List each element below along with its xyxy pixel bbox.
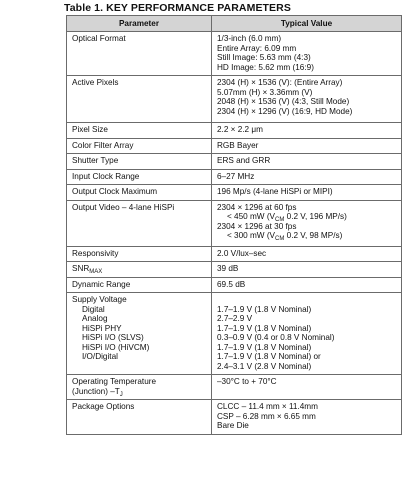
value-responsivity: 2.0 V/lux–sec bbox=[212, 246, 402, 262]
spacer bbox=[217, 295, 398, 305]
value-optical-format bbox=[212, 32, 402, 76]
param-output-clock: Output Clock Maximum bbox=[67, 185, 212, 201]
value-line: 0.3–0.9 V (0.4 or 0.8 V Nominal) bbox=[217, 333, 335, 342]
value-line: 2304 × 1296 at 30 fps bbox=[217, 221, 297, 231]
table-row bbox=[67, 375, 402, 400]
table-row bbox=[67, 277, 402, 293]
param-line: Supply Voltage bbox=[72, 295, 127, 304]
param-active-pixels: Active Pixels bbox=[67, 76, 212, 123]
value-line: 1.7–1.9 V (1.8 V Nominal) bbox=[217, 323, 312, 333]
param-line: Operating Temperature bbox=[72, 377, 157, 386]
table-row bbox=[67, 400, 402, 435]
supply-item: HiSPi I/O (SLVS) bbox=[82, 333, 144, 342]
value-line: 1/3-inch (6.0 mm) bbox=[217, 34, 282, 43]
table-row bbox=[67, 32, 402, 76]
value-line: 1.7–1.9 V (1.8 V Nominal) bbox=[217, 342, 312, 352]
value-line: < 450 mW ($V_{CM}$ 0.2 V, 196 MP/s) bbox=[227, 212, 347, 223]
value-line: 1.7–1.9 V (1.8 V Nominal) or bbox=[217, 352, 321, 361]
table-row bbox=[67, 76, 402, 123]
param-supply-voltage bbox=[67, 293, 212, 375]
value-dynamic-range: 69.5 dB bbox=[212, 277, 402, 293]
param-package-options: Package Options bbox=[67, 400, 212, 435]
value-line: Bare Die bbox=[217, 421, 249, 430]
value-pixel-size: 2.2 × 2.2 μm bbox=[212, 123, 402, 139]
table-header-row bbox=[67, 16, 402, 32]
value-package-options bbox=[212, 400, 402, 435]
param-snr-max: $SNR_{MAX}$ bbox=[67, 262, 212, 278]
value-line: 2.7–2.9 V bbox=[217, 314, 253, 323]
value-supply-voltage bbox=[212, 293, 402, 375]
value-line: Entire Array: 6.09 mm bbox=[217, 43, 297, 53]
table-row bbox=[67, 123, 402, 139]
value-line: 2304 × 1296 at 60 fps bbox=[217, 202, 297, 212]
value-line: CSP – 6.28 mm × 6.65 mm bbox=[217, 411, 316, 421]
value-line: 2048 (H) × 1536 (V) (4:3, Still Mode) bbox=[217, 97, 350, 106]
header-typical-value: Typical Value bbox=[212, 16, 402, 32]
table-row bbox=[67, 154, 402, 170]
value-input-clock: 6–27 MHz bbox=[212, 169, 402, 185]
param-color-filter: Color Filter Array bbox=[67, 138, 212, 154]
param-responsivity: Responsivity bbox=[67, 246, 212, 262]
key-performance-table bbox=[66, 15, 402, 435]
value-line: CLCC – 11.4 mm × 11.4mm bbox=[217, 402, 318, 411]
supply-item: HiSPi I/O (HiVCM) bbox=[82, 342, 150, 352]
value-line: 5.07mm (H) × 3.36mm (V) bbox=[217, 87, 313, 97]
value-line: Still Image: 5.63 mm (4:3) bbox=[217, 53, 311, 62]
param-output-video: Output Video – 4-lane HiSPi bbox=[67, 200, 212, 246]
param-operating-temperature bbox=[67, 375, 212, 400]
param-input-clock: Input Clock Range bbox=[67, 169, 212, 185]
table-row bbox=[67, 185, 402, 201]
param-dynamic-range: Dynamic Range bbox=[67, 277, 212, 293]
supply-item: Digital bbox=[82, 304, 105, 314]
header-parameter: Parameter bbox=[67, 16, 212, 32]
value-active-pixels bbox=[212, 76, 402, 123]
supply-item: HiSPi PHY bbox=[82, 323, 122, 333]
table-row bbox=[67, 200, 402, 246]
param-line: (Junction) $-T_J$ bbox=[72, 386, 123, 398]
value-line: < 300 mW ($V_{CM}$ 0.2 V, 98 MP/s) bbox=[227, 231, 343, 242]
table-row bbox=[67, 262, 402, 278]
value-snr-max: 39 dB bbox=[212, 262, 402, 278]
value-line: HD Image: 5.62 mm (16:9) bbox=[217, 62, 314, 72]
value-line: 2.4–3.1 V (2.8 V Nominal) bbox=[217, 361, 312, 371]
value-color-filter: RGB Bayer bbox=[212, 138, 402, 154]
table-row bbox=[67, 138, 402, 154]
table-row bbox=[67, 169, 402, 185]
param-pixel-size: Pixel Size bbox=[67, 123, 212, 139]
value-operating-temperature: –30°C to + 70°C bbox=[212, 375, 402, 400]
param-shutter-type: Shutter Type bbox=[67, 154, 212, 170]
value-line: 1.7–1.9 V (1.8 V Nominal) bbox=[217, 304, 312, 314]
value-output-clock: 196 Mp/s (4-lane HiSPi or MIPI) bbox=[212, 185, 402, 201]
supply-item: Analog bbox=[82, 314, 108, 323]
param-optical-format: Optical Format bbox=[67, 32, 212, 76]
value-output-video bbox=[212, 200, 402, 246]
value-shutter-type: ERS and GRR bbox=[212, 154, 402, 170]
table-row bbox=[67, 293, 402, 375]
value-line: 2304 (H) × 1536 (V): (Entire Array) bbox=[217, 78, 343, 87]
value-line: 2304 (H) × 1296 (V) (16:9, HD Mode) bbox=[217, 106, 353, 116]
supply-item: I/O/Digital bbox=[82, 352, 118, 361]
table-row bbox=[67, 246, 402, 262]
table-title: Table 1. KEY PERFORMANCE PARAMETERS bbox=[64, 2, 291, 14]
